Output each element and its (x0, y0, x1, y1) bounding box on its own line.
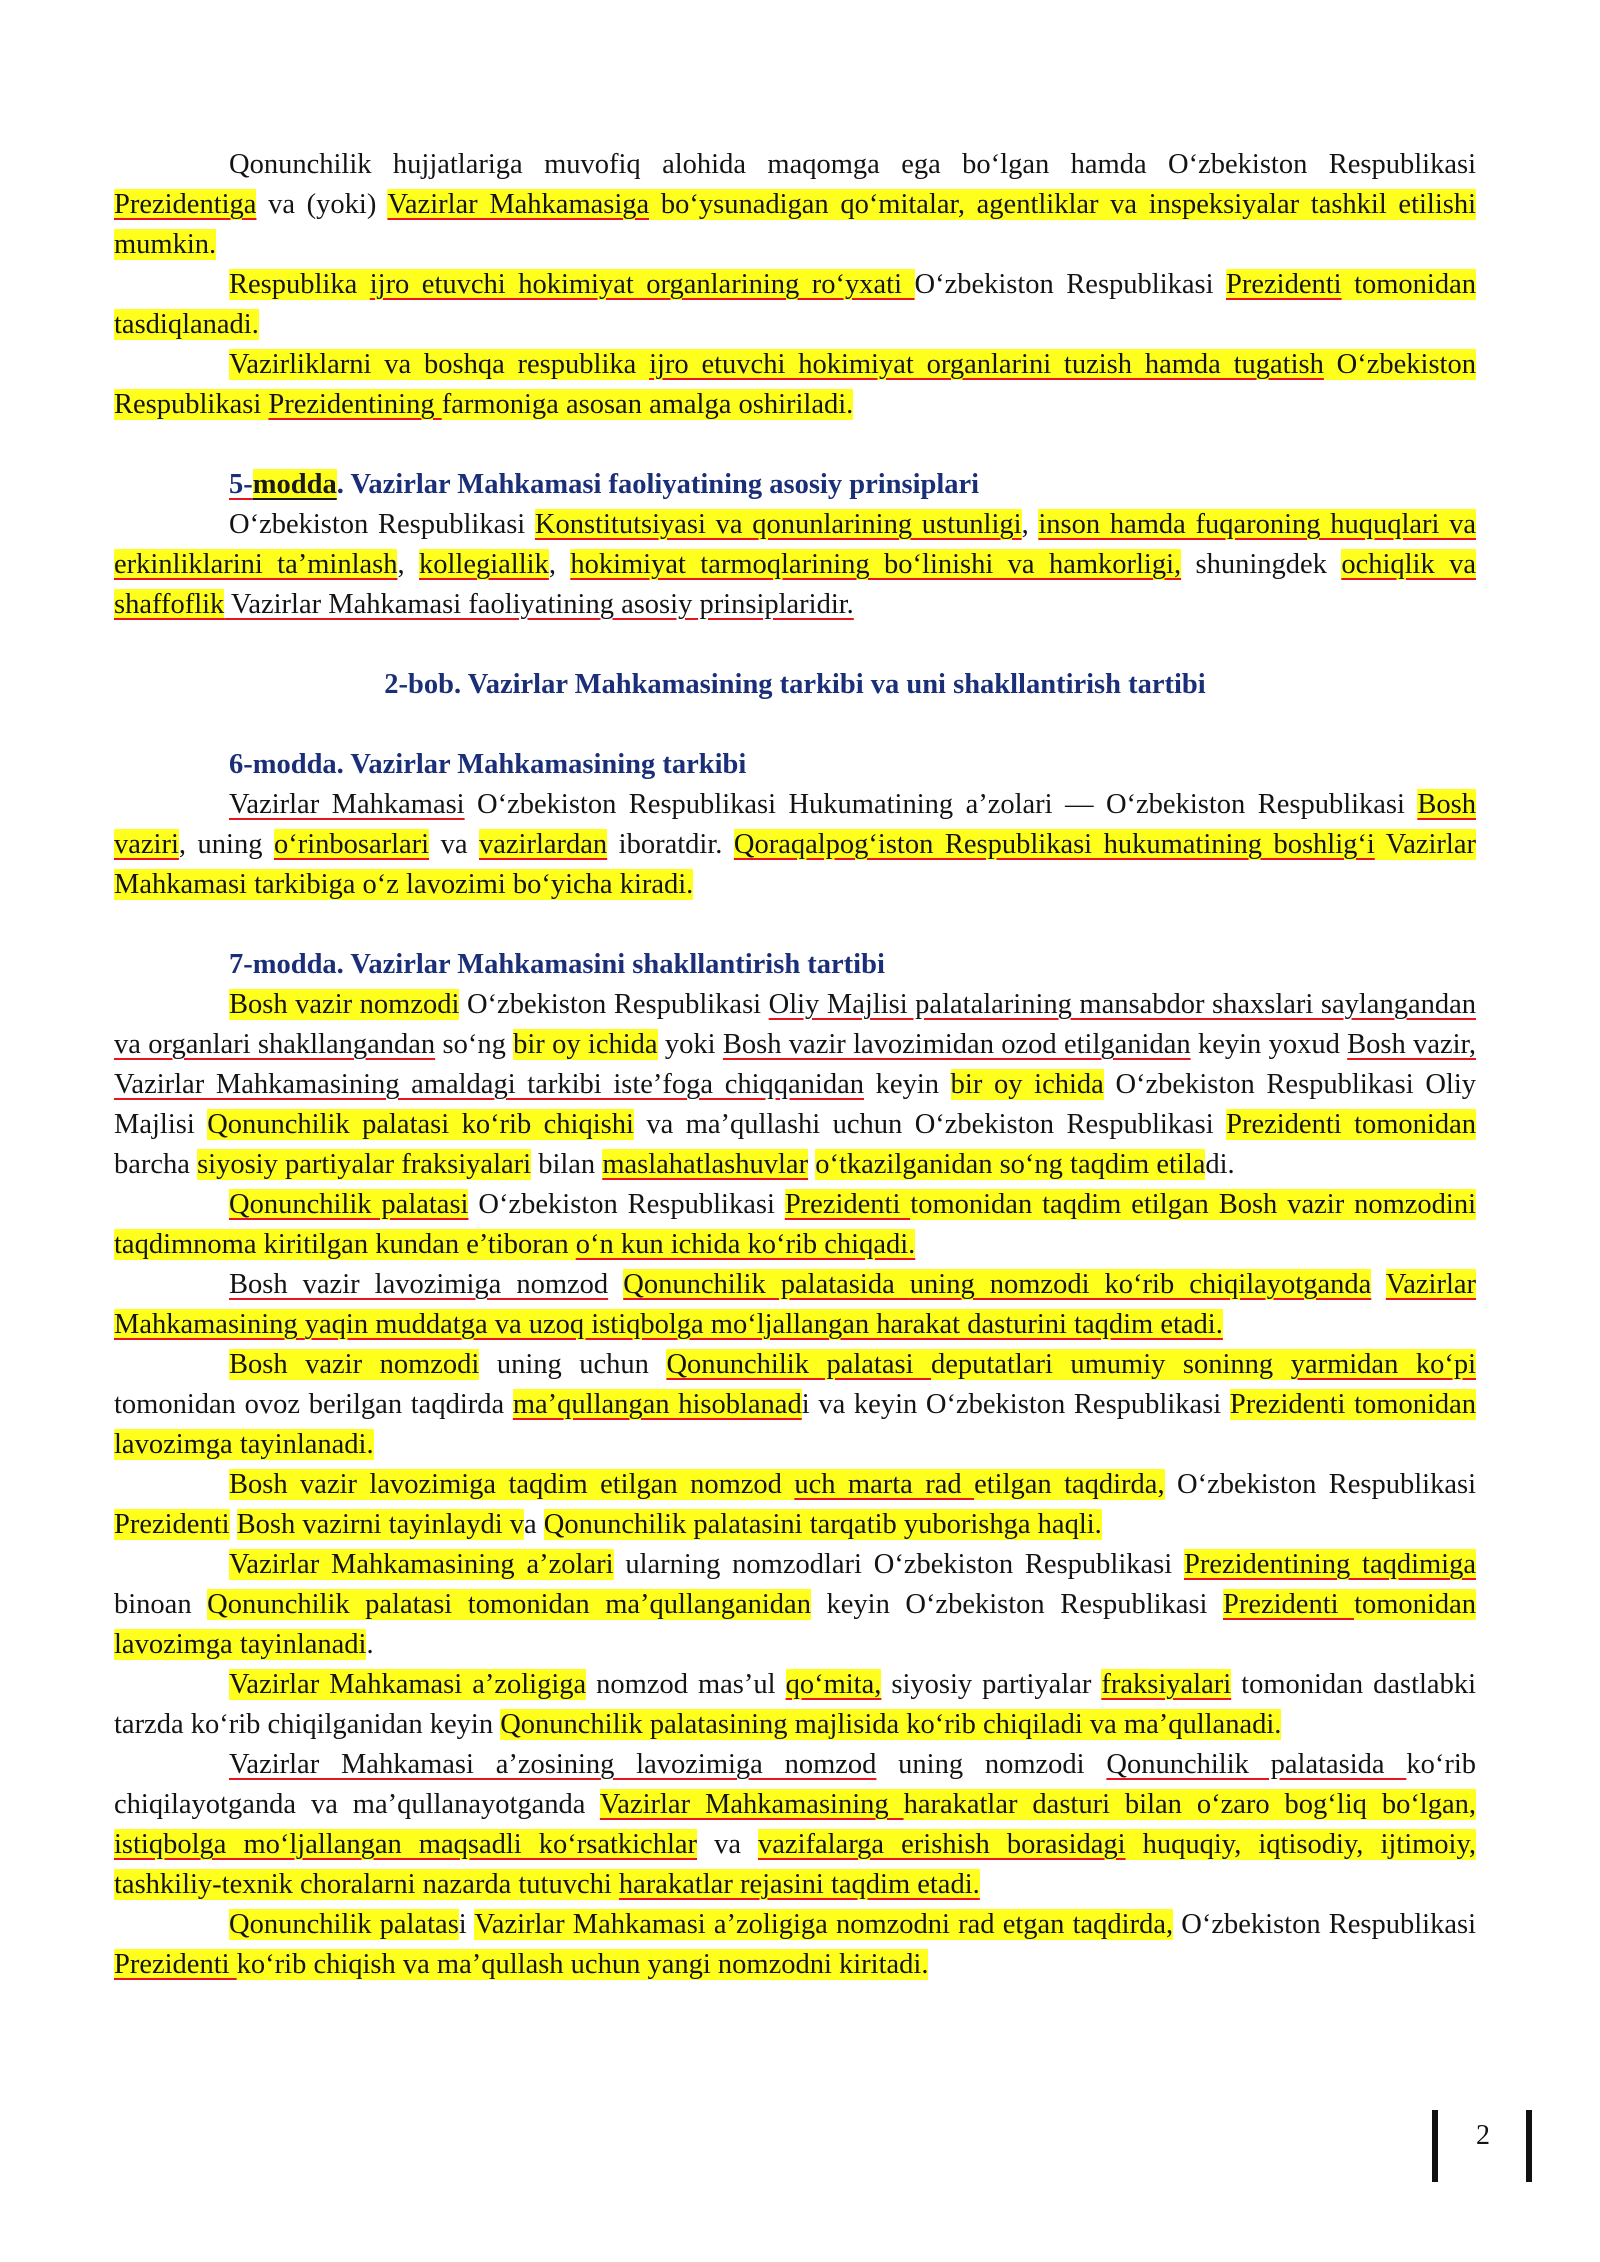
section-heading (114, 945, 1476, 985)
highlighted-text: huquqiy, iqtisodiy, ijtimoiy, tashkiliy-texnik choralarni nazarda tutuvchi (114, 1829, 1477, 1900)
text-segment: , uning (178, 829, 274, 860)
highlighted-text: vazirlardan (479, 829, 608, 860)
highlighted-text: koʻrib chiqish va ma’qullash uchun yangi nomzodni kiritadi. (236, 1949, 929, 1980)
highlighted-text: Prezidenti tomonidan lavozimga tayinlanadi. (114, 1389, 1477, 1460)
underlined-text: Vazirlar Mahkamasi faoliyatining asosiy prinsiplaridir. (224, 589, 854, 620)
highlighted-text: siyosiy partiyalar fraksiyalari (197, 1149, 532, 1180)
text-segment: i va keyin Oʻzbekiston Respublikasi (801, 1389, 1230, 1420)
text-segment: va (yoki) (256, 189, 388, 220)
body-paragraph (114, 1465, 1476, 1545)
text-segment: nomzod mas’ul (586, 1669, 786, 1700)
text-segment: uning nomzodi (876, 1749, 1107, 1780)
highlighted-text: tomonidan tasdiqlanadi. (114, 269, 1476, 340)
text-segment: , (548, 549, 571, 580)
highlighted-text: ijro etuvchi hokimiyat organlarining roʻyxati (369, 269, 915, 300)
highlighted-text: Qonunchilik palatasida (623, 1269, 910, 1300)
text-segment: 7-modda. Vazirlar Mahkamasini shakllantirish tartibi (229, 949, 885, 980)
page-number: 2 (1476, 2120, 1490, 2151)
highlighted-text: vazifalarga erishish borasidagi (758, 1829, 1126, 1860)
body-paragraph (114, 1265, 1476, 1345)
body-paragraph (114, 505, 1476, 625)
highlighted-text: Vazirlar Mahkamasi a’zoligiga nomzodni rad etgan taqdirda, (474, 1909, 1174, 1940)
text-segment: ularning nomzodlari Oʻzbekiston Respublikasi (613, 1549, 1184, 1580)
text-segment: keyin Oʻzbekiston Respublikasi (810, 1589, 1223, 1620)
paragraph-gap (114, 625, 1476, 665)
text-segment: di. (1205, 1149, 1235, 1180)
highlighted-text: Vazirlar Mahkamasi a’zoligiga (229, 1669, 587, 1700)
text-segment: i (458, 1909, 475, 1940)
highlighted-text: Bosh vazirni tayinlaydi v (236, 1509, 524, 1540)
body-paragraph (114, 1185, 1476, 1265)
underlined-text: Qonunchilik palatasida (1106, 1749, 1407, 1780)
text-segment: Oʻzbekiston Respublikasi Oliy Majlisi (114, 1069, 1477, 1140)
text-segment: bilan (531, 1149, 603, 1180)
underlined-text: Bosh vazir, Vazirlar Mahkamasining amaldagi tarkibi iste’foga chiqqanidan (114, 1029, 1477, 1100)
highlighted-text: Vazirlar Mahkamasiga (387, 189, 650, 220)
highlighted-text: yarmidan koʻpi (1290, 1349, 1476, 1380)
highlighted-text: Prezidenti (1223, 1589, 1355, 1620)
highlighted-text: Prezidentiga (114, 189, 257, 220)
text-segment: va (697, 1829, 759, 1860)
text-segment: uning uchun (479, 1349, 667, 1380)
highlighted-text: Prezidenti tomonidan (1226, 1109, 1477, 1140)
highlighted-text: Vazirliklarni va boshqa respublika (229, 349, 650, 380)
highlighted-text: boʻysunadigan qoʻmitalar, agentliklar va inspeksiyalar tashkil etilishi mumkin. (114, 189, 1477, 260)
highlighted-text: Konstitutsiyasi va qonunlarining ustunligi (534, 509, 1022, 540)
text-segment: keyin yoxud (1190, 1029, 1348, 1060)
highlighted-text (649, 189, 661, 220)
text-segment: , (397, 549, 419, 580)
text-segment: . (366, 1629, 374, 1660)
underlined-text: Vazirlar Mahkamasi (229, 789, 465, 820)
highlighted-text: tomonidan taqdim etilgan Bosh vazir nomzodini taqdimnoma kiritilgan kundan e’tiboran (114, 1189, 1477, 1260)
highlighted-text: tomonidan lavozimga tayinlanadi (114, 1589, 1476, 1660)
highlighted-text: Oʻzbekiston Respublikasi (114, 349, 1476, 420)
highlighted-text: Bosh vazir nomzodi (229, 1349, 480, 1380)
text-segment (230, 1509, 237, 1540)
text-segment: va ma’qullashi uchun Oʻzbekiston Respublikasi (633, 1109, 1227, 1140)
text-segment: tomonidan dastlabki tarzda koʻrib chiqilganidan keyin (114, 1669, 1476, 1740)
underlined-text: Vazirlar Mahkamasi a’zosining lavozimiga nomzod (229, 1749, 877, 1780)
text-segment: iboratdir. (607, 829, 734, 860)
text-segment: va (429, 829, 479, 860)
text-segment (1371, 1269, 1386, 1300)
highlighted-text: Prezidentining taqdimiga (1183, 1549, 1476, 1580)
highlighted-text: maslahatlashuvlar (602, 1149, 809, 1180)
body-paragraph (114, 1545, 1476, 1665)
underlined-text: Bosh vazir lavozimiga nomzod (229, 1269, 609, 1300)
text-segment: 2-bob. Vazirlar Mahkamasining tarkibi va uni shakllantirish tartibi (384, 669, 1206, 700)
body-paragraph (114, 785, 1476, 905)
page-footer (1432, 2110, 1532, 2190)
body-paragraph (114, 1345, 1476, 1465)
highlighted-text: farmoniga asosan amalga oshiriladi. (441, 389, 854, 420)
text-segment: 6-modda. Vazirlar Mahkamasining tarkibi (229, 749, 747, 780)
section-heading (114, 465, 1476, 505)
highlighted-text: hokimiyat tarmoqlarining boʻlinishi va hamkorligi, (570, 549, 1182, 580)
paragraph-gap (114, 425, 1476, 465)
highlighted-text: Vazirlar Mahkamasining (599, 1789, 904, 1820)
text-segment: Oʻzbekiston Respublikasi (1164, 1469, 1476, 1500)
highlighted-text: Qonunchilik palatasi koʻrib chiqishi (207, 1109, 634, 1140)
text-segment: koʻrib chiqilayotganda va ma’qullanayotganda (114, 1749, 1476, 1820)
underlined-text: Oliy Majlisi palatalarining mansabdor shaxslari saylangandan va organlari shakllangandan (114, 989, 1476, 1060)
text-segment: tomonidan ovoz berilgan taqdirda (114, 1389, 513, 1420)
highlighted-text: istiqbolga moʻljallangan maqsadli koʻrsatkichlar (114, 1829, 698, 1860)
highlighted-text: oʻrinbosarlari (273, 829, 430, 860)
text-segment: siyosiy partiyalar (881, 1669, 1102, 1700)
highlighted-text: inson hamda fuqaroning huquqlari va erkinliklarini ta’minlash (114, 509, 1477, 580)
highlighted-text: ijro etuvchi hokimiyat organlarini tuzish hamda tugatish (649, 349, 1324, 380)
body-paragraph (114, 1905, 1476, 1985)
highlighted-text: Qonunchilik palatas (229, 1909, 459, 1940)
highlighted-text: Bosh vaziri (114, 789, 1476, 860)
highlighted-text: harakatlar dasturi bilan oʻzaro bogʻliq boʻlgan, (903, 1789, 1477, 1820)
highlighted-text: deputatlari umumiy soninng (931, 1349, 1291, 1380)
highlighted-text: oʻtkazilganidan soʻng taqdim etila (815, 1149, 1206, 1180)
highlighted-text: Prezidenti (114, 1509, 230, 1540)
section-heading (114, 745, 1476, 785)
highlighted-text: yaqin muddatga va uzoq istiqbolga moʻljallangan harakat dasturini taqdim etadi. (304, 1309, 1223, 1340)
highlighted-text: uning nomzodi koʻrib chiqilayotganda (909, 1269, 1372, 1300)
highlighted-text: harakatlar rejasini taqdim etadi. (618, 1869, 980, 1900)
highlighted-text: qoʻmita, (785, 1669, 882, 1700)
highlighted-text: Vazirlar Mahkamasi tarkibiga oʻz lavozimi boʻyicha kiradi. (114, 829, 1476, 900)
text-segment: yoki (657, 1029, 723, 1060)
highlighted-text: kollegiallik (419, 549, 549, 580)
highlighted-text: Bosh vazir lavozimiga taqdim etilgan nomzod (229, 1469, 795, 1500)
section-heading (114, 665, 1476, 705)
highlighted-text: Prezidenti (784, 1189, 911, 1220)
body-paragraph (114, 265, 1476, 345)
text-segment: keyin (864, 1069, 951, 1100)
text-segment: Oʻzbekiston Respublikasi (914, 269, 1227, 300)
paragraph-gap (114, 705, 1476, 745)
text-segment: Oʻzbekiston Respublikasi (1173, 1909, 1476, 1940)
text-segment: a (524, 1509, 544, 1540)
highlighted-text: Qonunchilik palatasining majlisida koʻrib chiqiladi va ma’qullanadi. (500, 1709, 1282, 1740)
highlighted-text: Qoraqalpogʻiston Respublikasi hukumatining boshligʻi (733, 829, 1375, 860)
highlighted-text: fraksiyalari (1101, 1669, 1232, 1700)
text-segment: binoan (114, 1589, 208, 1620)
text-segment: barcha (114, 1149, 198, 1180)
underlined-text: Bosh vazir lavozimidan ozod etilganidan (722, 1029, 1191, 1060)
highlighted-text: Respublika (229, 269, 370, 300)
text-segment: Oʻzbekiston Respublikasi (229, 509, 535, 540)
highlighted-text: etilgan taqdirda, (974, 1469, 1165, 1500)
highlighted-text: ma’qullangan hisoblanad (512, 1389, 802, 1420)
document-page (114, 145, 1476, 1985)
text-segment: . Vazirlar Mahkamasi faoliyatining asosiy prinsiplari (336, 469, 980, 500)
highlighted-text: Prezidenti (114, 1949, 237, 1980)
highlighted-text: Vazirlar Mahkamasining a’zolari (229, 1549, 614, 1580)
footer-left-bar (1432, 2110, 1438, 2182)
text-segment: soʻng (435, 1029, 514, 1060)
highlighted-text: Bosh vazir nomzodi (229, 989, 460, 1020)
highlighted-text: Prezidentining (268, 389, 442, 420)
highlighted-text: bir oy ichida (950, 1069, 1104, 1100)
body-paragraph (114, 1665, 1476, 1745)
highlighted-text: Vazirlar Mahkamasining (114, 1269, 1477, 1340)
text-segment: Qonunchilik hujjatlariga muvofiq alohida maqomga ega boʻlgan hamda Oʻzbekiston Respublikasi (229, 149, 1476, 180)
text-segment (608, 1269, 623, 1300)
text-segment: Oʻzbekiston Respublikasi (468, 1189, 785, 1220)
body-paragraph (114, 985, 1476, 1185)
paragraph-gap (114, 905, 1476, 945)
highlighted-text: oʻn kun ichida koʻrib chiqadi. (575, 1229, 916, 1260)
highlighted-text: Qonunchilik palatasi (666, 1349, 932, 1380)
text-segment: Oʻzbekiston Respublikasi (459, 989, 769, 1020)
highlighted-text: uch marta rad (794, 1469, 975, 1500)
body-paragraph (114, 1745, 1476, 1905)
text-segment: Oʻzbekiston Respublikasi Hukumatining a’zolari — Oʻzbekiston Respublikasi (464, 789, 1418, 820)
highlighted-text: Qonunchilik palatasi (229, 1189, 469, 1220)
highlighted-text: bir oy ichida (513, 1029, 658, 1060)
body-paragraph (114, 145, 1476, 265)
highlighted-text: ochiqlik va shaffoflik (114, 549, 1476, 620)
highlighted-text: Qonunchilik palatasini tarqatib yuborishga haqli. (543, 1509, 1102, 1540)
underlined-text: 5- (229, 469, 253, 500)
highlighted-text: Qonunchilik palatasi tomonidan ma’qullanganidan (207, 1589, 811, 1620)
text-segment: , (1021, 509, 1039, 540)
highlighted-text: Prezidenti (1226, 269, 1342, 300)
body-paragraph (114, 345, 1476, 425)
footer-right-bar (1526, 2110, 1532, 2182)
text-segment: shuningdek (1181, 549, 1342, 580)
highlighted-text: modda (252, 469, 337, 500)
